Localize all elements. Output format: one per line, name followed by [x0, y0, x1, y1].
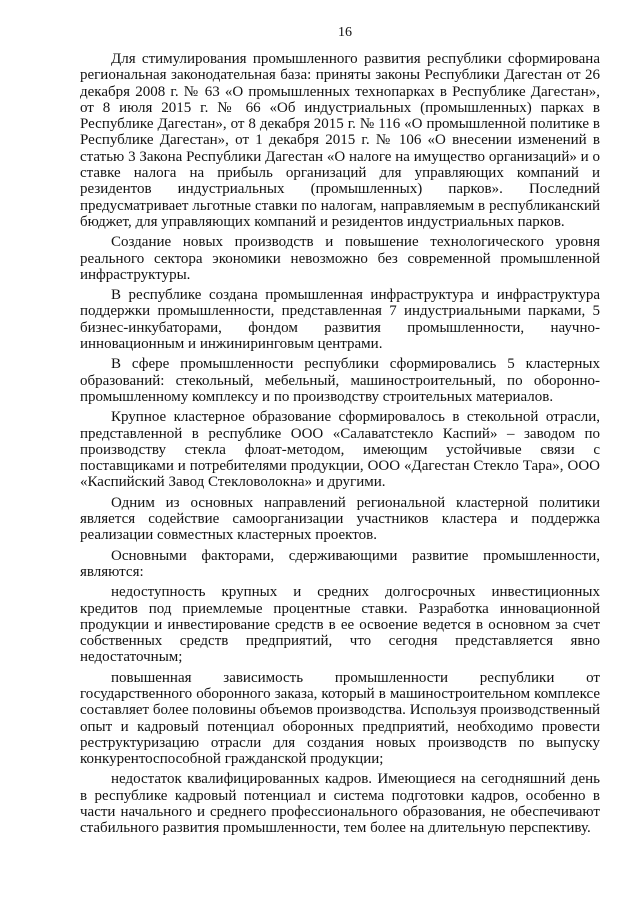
paragraph-infrastructure-need: Создание новых производств и повышение технологического уровня реального сектора экономики невозможно без современной промышленной инфраструктуры.: [80, 234, 600, 283]
paragraph-factor-defense-order: повышенная зависимость промышленности республики от государственного оборонного заказа, который в машиностроительном комплексе составляет более половины объемов производства. Используя производственный опыт и кадровый потенциал оборонных предприятий, необходимо провести реструктуризацию отрасли для создания новых производств по выпуску конкурентоспособной гражданской продукции;: [80, 669, 600, 768]
document-body: [80, 51, 600, 837]
paragraph-infrastructure-created: В республике создана промышленная инфраструктура и инфраструктура поддержки промышленности, представленная 7 индустриальными парками, 5 бизнес-инкубаторами, фондом развития промышленности, научно-инновационным и инжиниринговым центрами.: [80, 287, 600, 353]
paragraph-legislation: Для стимулирования промышленного развития республики сформирована региональная законодательная база: приняты законы Республики Дагестан от 26 декабря 2008 г. № 63 «О промышленных технопарках в Республике Дагестан», от 8 июля 2015 г. № 66 «Об индустриальных (промышленных) парках в Республике Дагестан», от 8 декабря 2015 г. № 116 «О промышленной политике в Республике Дагестан», от 1 декабря 2015 г. № 106 «О внесении изменений в статью 3 Закона Республики Дагестан «О налоге на имущество организаций» и о ставке налога на прибыль организаций для управляющих компаний и резидентов индустриальных (промышленных) парков». Последний предусматривает льготные ставки по налогам, направляемым в республиканский бюджет, для управляющих компаний и резидентов индустриальных парков.: [80, 51, 600, 230]
paragraph-glass-cluster: Крупное кластерное образование сформировалось в стекольной отрасли, представленной в республике ООО «Салаватстекло Каспий» – заводом по производству стекла флоат-методом, имеющим устойчивые связи с поставщиками и потребителями продукции, ООО «Дагестан Стекло Тара», ООО «Каспийский Завод Стекловолокна» и другими.: [80, 409, 600, 491]
page-number: 16: [338, 25, 352, 40]
paragraph-clusters: В сфере промышленности республики сформировались 5 кластерных образований: стекольный, мебельный, машиностроительный, по оборонно-промышленному комплексу и по производству строительных материалов.: [80, 356, 600, 405]
paragraph-cluster-policy: Одним из основных направлений региональной кластерной политики является содействие самоорганизации участников кластера и поддержка реализации совместных кластерных проектов.: [80, 494, 600, 544]
paragraph-factor-credit: недоступность крупных и средних долгосрочных инвестиционных кредитов под приемлемые процентные ставки. Разработка инновационной продукции и инвестирование средств в ее освоение ведется в основном за счет собственных средств предприятий, что сегодня представляется явно недостаточным;: [80, 584, 600, 666]
paragraph-factors-intro: Основными факторами, сдерживающими развитие промышленности, являются:: [80, 547, 600, 580]
paragraph-factor-personnel: недостаток квалифицированных кадров. Имеющиеся на сегодняшний день в республике кадровый потенциал и система подготовки кадров, особенно в части начального и среднего профессионального образования, не обеспечивают стабильного развития промышленности, тем более на длительную перспективу.: [80, 771, 600, 837]
